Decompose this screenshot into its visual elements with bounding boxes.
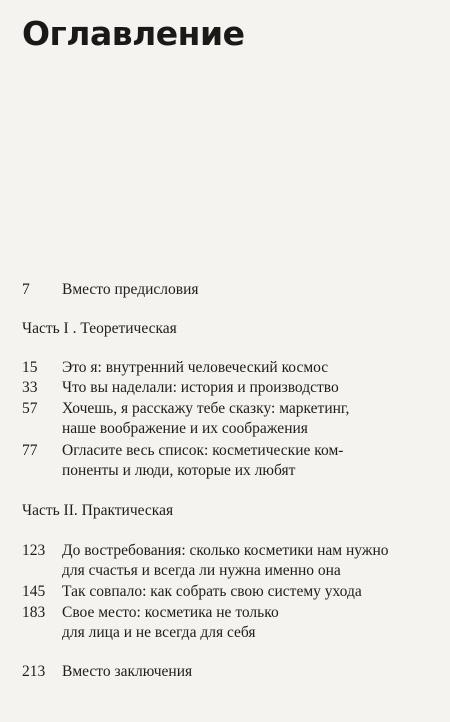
toc-page-number: 57 <box>22 400 38 417</box>
toc-entry-title: наше воображение и их соображения <box>62 420 308 437</box>
toc-entry-title: До востребования: сколько косметики нам нужно <box>62 542 389 559</box>
page-title: Оглавление <box>22 14 245 53</box>
toc-entry-title: Что вы наделали: история и производство <box>62 379 339 396</box>
toc-page-number: 183 <box>22 604 46 621</box>
toc-page-number: 33 <box>22 379 38 396</box>
toc-page-number: 7 <box>22 281 30 298</box>
toc-entry-title: Свое место: косметика не только <box>62 604 279 621</box>
toc-page-number: 123 <box>22 542 46 559</box>
toc-page-number: 77 <box>22 442 38 459</box>
toc-entry-title: Вместо заключения <box>62 663 193 680</box>
toc-entry-title: для лица и не всегда для себя <box>62 624 256 641</box>
toc-part-heading: Часть I . Теоретическая <box>22 320 177 337</box>
toc-page-number: 145 <box>22 583 46 600</box>
toc-part-heading: Часть II. Практическая <box>22 502 174 519</box>
toc-entry-title: Это я: внутренний человеческий космос <box>62 359 329 376</box>
toc-entry-title: Хочешь, я расскажу тебе сказку: маркетинг, <box>62 400 350 417</box>
toc-page-number: 15 <box>22 359 38 376</box>
toc-entry-title: Вместо предисловия <box>62 281 199 298</box>
toc-entry-title: поненты и люди, которые их любят <box>62 462 296 479</box>
toc-entry-title: для счастья и всегда ли нужна именно она <box>62 562 341 579</box>
toc-entry-title: Огласите весь список: косметические ком- <box>62 442 344 459</box>
toc-entry-title: Так совпало: как собрать свою систему ухода <box>62 583 362 600</box>
toc-page-number: 213 <box>22 663 46 680</box>
